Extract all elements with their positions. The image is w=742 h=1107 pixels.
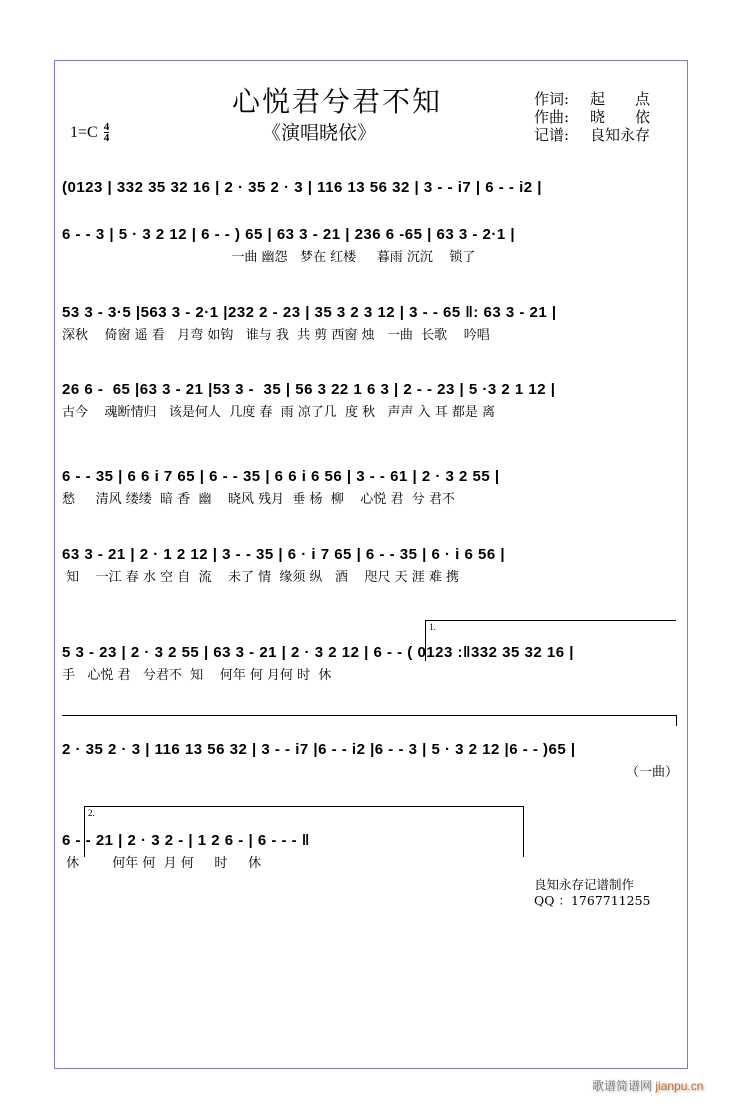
lyrics-line <box>62 201 678 221</box>
credit-transcriber: 记谱: 良知永存 <box>534 126 651 144</box>
lyrics-line: 古今 魂断情归 该是何人 几度 春 雨 凉了几 度 秋 声声 入 耳 都是 离 <box>62 405 496 420</box>
song-subtitle: 《演唱晓依》 <box>262 122 377 144</box>
notes-line: 6 - - 21 | 2 · 3 2 - | 1 2 6 - | 6 - - - ‖ <box>62 832 310 849</box>
notes-line: 26 6 - 65 |63 3 - 21 |53 3 - 35 | 56 3 22 1 6 3 | 2 - - 23 | 5 ·3 2 1 12 | <box>62 381 556 398</box>
watermark-en: jianpu.cn <box>655 1079 704 1093</box>
key-signature <box>70 122 109 143</box>
notes-line: 53 3 - 3·5 |563 3 - 2·1 |232 2 - 23 | 35 3 2 3 12 | 3 - - 65 ‖: 63 3 - 21 | <box>62 304 557 321</box>
lyrics-line <box>62 763 678 783</box>
notes-line: 6 - - 35 | 6 6 i 7 65 | 6 - - 35 | 6 6 i 6 56 | 3 - - 61 | 2 · 3 2 55 | <box>62 468 500 485</box>
score-system-6 <box>62 542 678 588</box>
credit-composer: 作曲: 晓 依 <box>534 108 651 126</box>
watermark-cn: 歌谱简谱网 <box>592 1079 653 1093</box>
transcriber-footer <box>534 877 651 909</box>
key-label: 1=C <box>70 123 98 141</box>
site-watermark <box>592 1077 703 1094</box>
qq-contact: QQ ：1767711255 <box>534 893 651 908</box>
score-system-3 <box>62 300 678 346</box>
notes-line: 6 - - 3 | 5 · 3 2 12 | 6 - - ) 65 | 63 3 - 21 | 236 6 -65 | 63 3 - 2·1 | <box>62 226 516 243</box>
notes-line: 2 · 35 2 · 3 | 116 13 56 32 | 3 - - i7 |6 - - i2 |6 - - 3 | 5 · 3 2 12 |6 - - )65 | <box>62 741 576 758</box>
maker-credit: 良知永存记谱制作 <box>534 877 635 892</box>
credit-lyricist: 作词: 起 点 <box>534 90 651 108</box>
volta-bracket-2: 2. <box>84 806 524 857</box>
lyrics-line: 知 一江 春 水 空 自 流 未了 情 缘须 纵 酒 咫尺 天 涯 难 携 <box>62 570 459 585</box>
score-system-9 <box>62 828 678 874</box>
pickup-lyric: （一曲） <box>625 765 678 780</box>
score-system-2 <box>62 222 678 268</box>
notes-line: (0123 | 332 35 32 16 | 2 · 35 2 · 3 | 116 13 56 32 | 3 - - i7 | 6 - - i2 | <box>62 179 542 196</box>
score-system-5 <box>62 464 678 510</box>
time-signature: $\frac{4}{4}$ <box>103 121 110 144</box>
song-title: 心悦君兮君不知 <box>232 85 443 118</box>
score-system-4 <box>62 377 678 423</box>
score-system-8 <box>62 737 678 783</box>
credits <box>534 90 650 144</box>
lyrics-line: 手 心悦 君 兮君不 知 何年 何 月何 时 休 <box>62 668 332 683</box>
notes-line: 63 3 - 21 | 2 · 1 2 12 | 3 - - 35 | 6 · i 7 65 | 6 - - 35 | 6 · i 6 56 | <box>62 546 506 563</box>
score-system-7 <box>62 640 678 686</box>
score-system-1 <box>62 175 678 221</box>
volta-bracket-1: 1. <box>425 620 676 661</box>
repeat-bracket <box>62 715 677 726</box>
lyrics-line: 愁 清风 缕缕 暗 香 幽 晓风 残月 垂 杨 柳 心悦 君 兮 君不 <box>62 492 455 507</box>
lyrics-line: 一曲 幽怨 梦在 红楼 暮雨 沉沉 锁了 <box>62 250 476 265</box>
lyrics-line: 深秋 倚窗 遥 看 月弯 如钩 谁与 我 共 剪 西窗 烛 一曲 长歌 吟唱 <box>62 328 490 343</box>
lyrics-line: 休 何年 何 月 何 时 休 <box>62 856 262 871</box>
notes-line: 5 3 - 23 | 2 · 3 2 55 | 63 3 - 21 | 2 · 3 2 12 | 6 - - ( 0123 :‖332 35 32 16 | <box>62 644 574 661</box>
